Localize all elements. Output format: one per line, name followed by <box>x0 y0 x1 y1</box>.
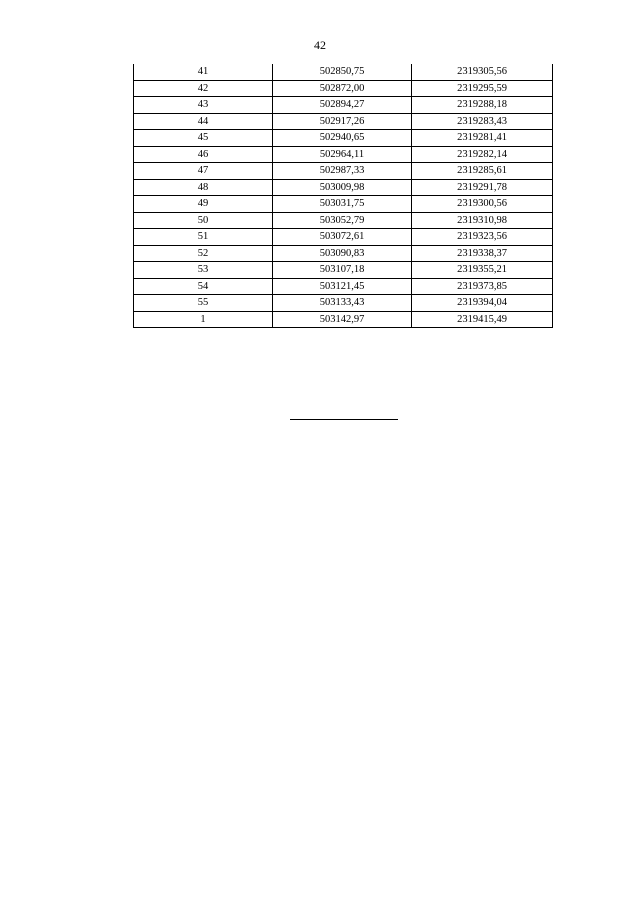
table-row <box>134 311 553 328</box>
table-row <box>134 196 553 213</box>
point-number-cell: 41 <box>134 64 273 80</box>
table-row <box>134 97 553 114</box>
y-coordinate-cell: 2319295,59 <box>412 80 553 97</box>
y-coordinate-cell: 2319285,61 <box>412 163 553 180</box>
y-coordinate-cell: 2319310,98 <box>412 212 553 229</box>
point-number-cell: 43 <box>134 97 273 114</box>
x-coordinate-cell: 502872,00 <box>273 80 412 97</box>
table-row <box>134 80 553 97</box>
coordinates-table <box>133 64 553 328</box>
x-coordinate-cell: 503090,83 <box>273 245 412 262</box>
table-row <box>134 262 553 279</box>
point-number-cell: 52 <box>134 245 273 262</box>
x-coordinate-cell: 502850,75 <box>273 64 412 80</box>
point-number-cell: 51 <box>134 229 273 246</box>
x-coordinate-cell: 502894,27 <box>273 97 412 114</box>
point-number-cell: 55 <box>134 295 273 312</box>
x-coordinate-cell: 503121,45 <box>273 278 412 295</box>
y-coordinate-cell: 2319415,49 <box>412 311 553 328</box>
x-coordinate-cell: 503009,98 <box>273 179 412 196</box>
point-number-cell: 48 <box>134 179 273 196</box>
point-number-cell: 54 <box>134 278 273 295</box>
y-coordinate-cell: 2319283,43 <box>412 113 553 130</box>
point-number-cell: 50 <box>134 212 273 229</box>
page-number: 42 <box>314 38 326 52</box>
x-coordinate-cell: 502987,33 <box>273 163 412 180</box>
table-row <box>134 64 553 80</box>
table-row <box>134 212 553 229</box>
x-coordinate-cell: 502964,11 <box>273 146 412 163</box>
point-number-cell: 49 <box>134 196 273 213</box>
y-coordinate-cell: 2319338,37 <box>412 245 553 262</box>
table-row <box>134 229 553 246</box>
x-coordinate-cell: 503107,18 <box>273 262 412 279</box>
y-coordinate-cell: 2319291,78 <box>412 179 553 196</box>
y-coordinate-cell: 2319373,85 <box>412 278 553 295</box>
point-number-cell: 1 <box>134 311 273 328</box>
table-row <box>134 278 553 295</box>
x-coordinate-cell: 503072,61 <box>273 229 412 246</box>
table-row <box>134 130 553 147</box>
table-row <box>134 179 553 196</box>
x-coordinate-cell: 502917,26 <box>273 113 412 130</box>
y-coordinate-cell: 2319300,56 <box>412 196 553 213</box>
x-coordinate-cell: 502940,65 <box>273 130 412 147</box>
y-coordinate-cell: 2319323,56 <box>412 229 553 246</box>
y-coordinate-cell: 2319288,18 <box>412 97 553 114</box>
point-number-cell: 42 <box>134 80 273 97</box>
table-row <box>134 245 553 262</box>
y-coordinate-cell: 2319305,56 <box>412 64 553 80</box>
table-row <box>134 146 553 163</box>
end-of-document-rule <box>290 419 398 420</box>
coordinates-table-body <box>134 64 553 328</box>
point-number-cell: 46 <box>134 146 273 163</box>
table-row <box>134 295 553 312</box>
point-number-cell: 47 <box>134 163 273 180</box>
point-number-cell: 45 <box>134 130 273 147</box>
x-coordinate-cell: 503052,79 <box>273 212 412 229</box>
x-coordinate-cell: 503133,43 <box>273 295 412 312</box>
table-row <box>134 163 553 180</box>
point-number-cell: 53 <box>134 262 273 279</box>
point-number-cell: 44 <box>134 113 273 130</box>
y-coordinate-cell: 2319281,41 <box>412 130 553 147</box>
y-coordinate-cell: 2319394,04 <box>412 295 553 312</box>
x-coordinate-cell: 503031,75 <box>273 196 412 213</box>
y-coordinate-cell: 2319355,21 <box>412 262 553 279</box>
table-row <box>134 113 553 130</box>
x-coordinate-cell: 503142,97 <box>273 311 412 328</box>
y-coordinate-cell: 2319282,14 <box>412 146 553 163</box>
